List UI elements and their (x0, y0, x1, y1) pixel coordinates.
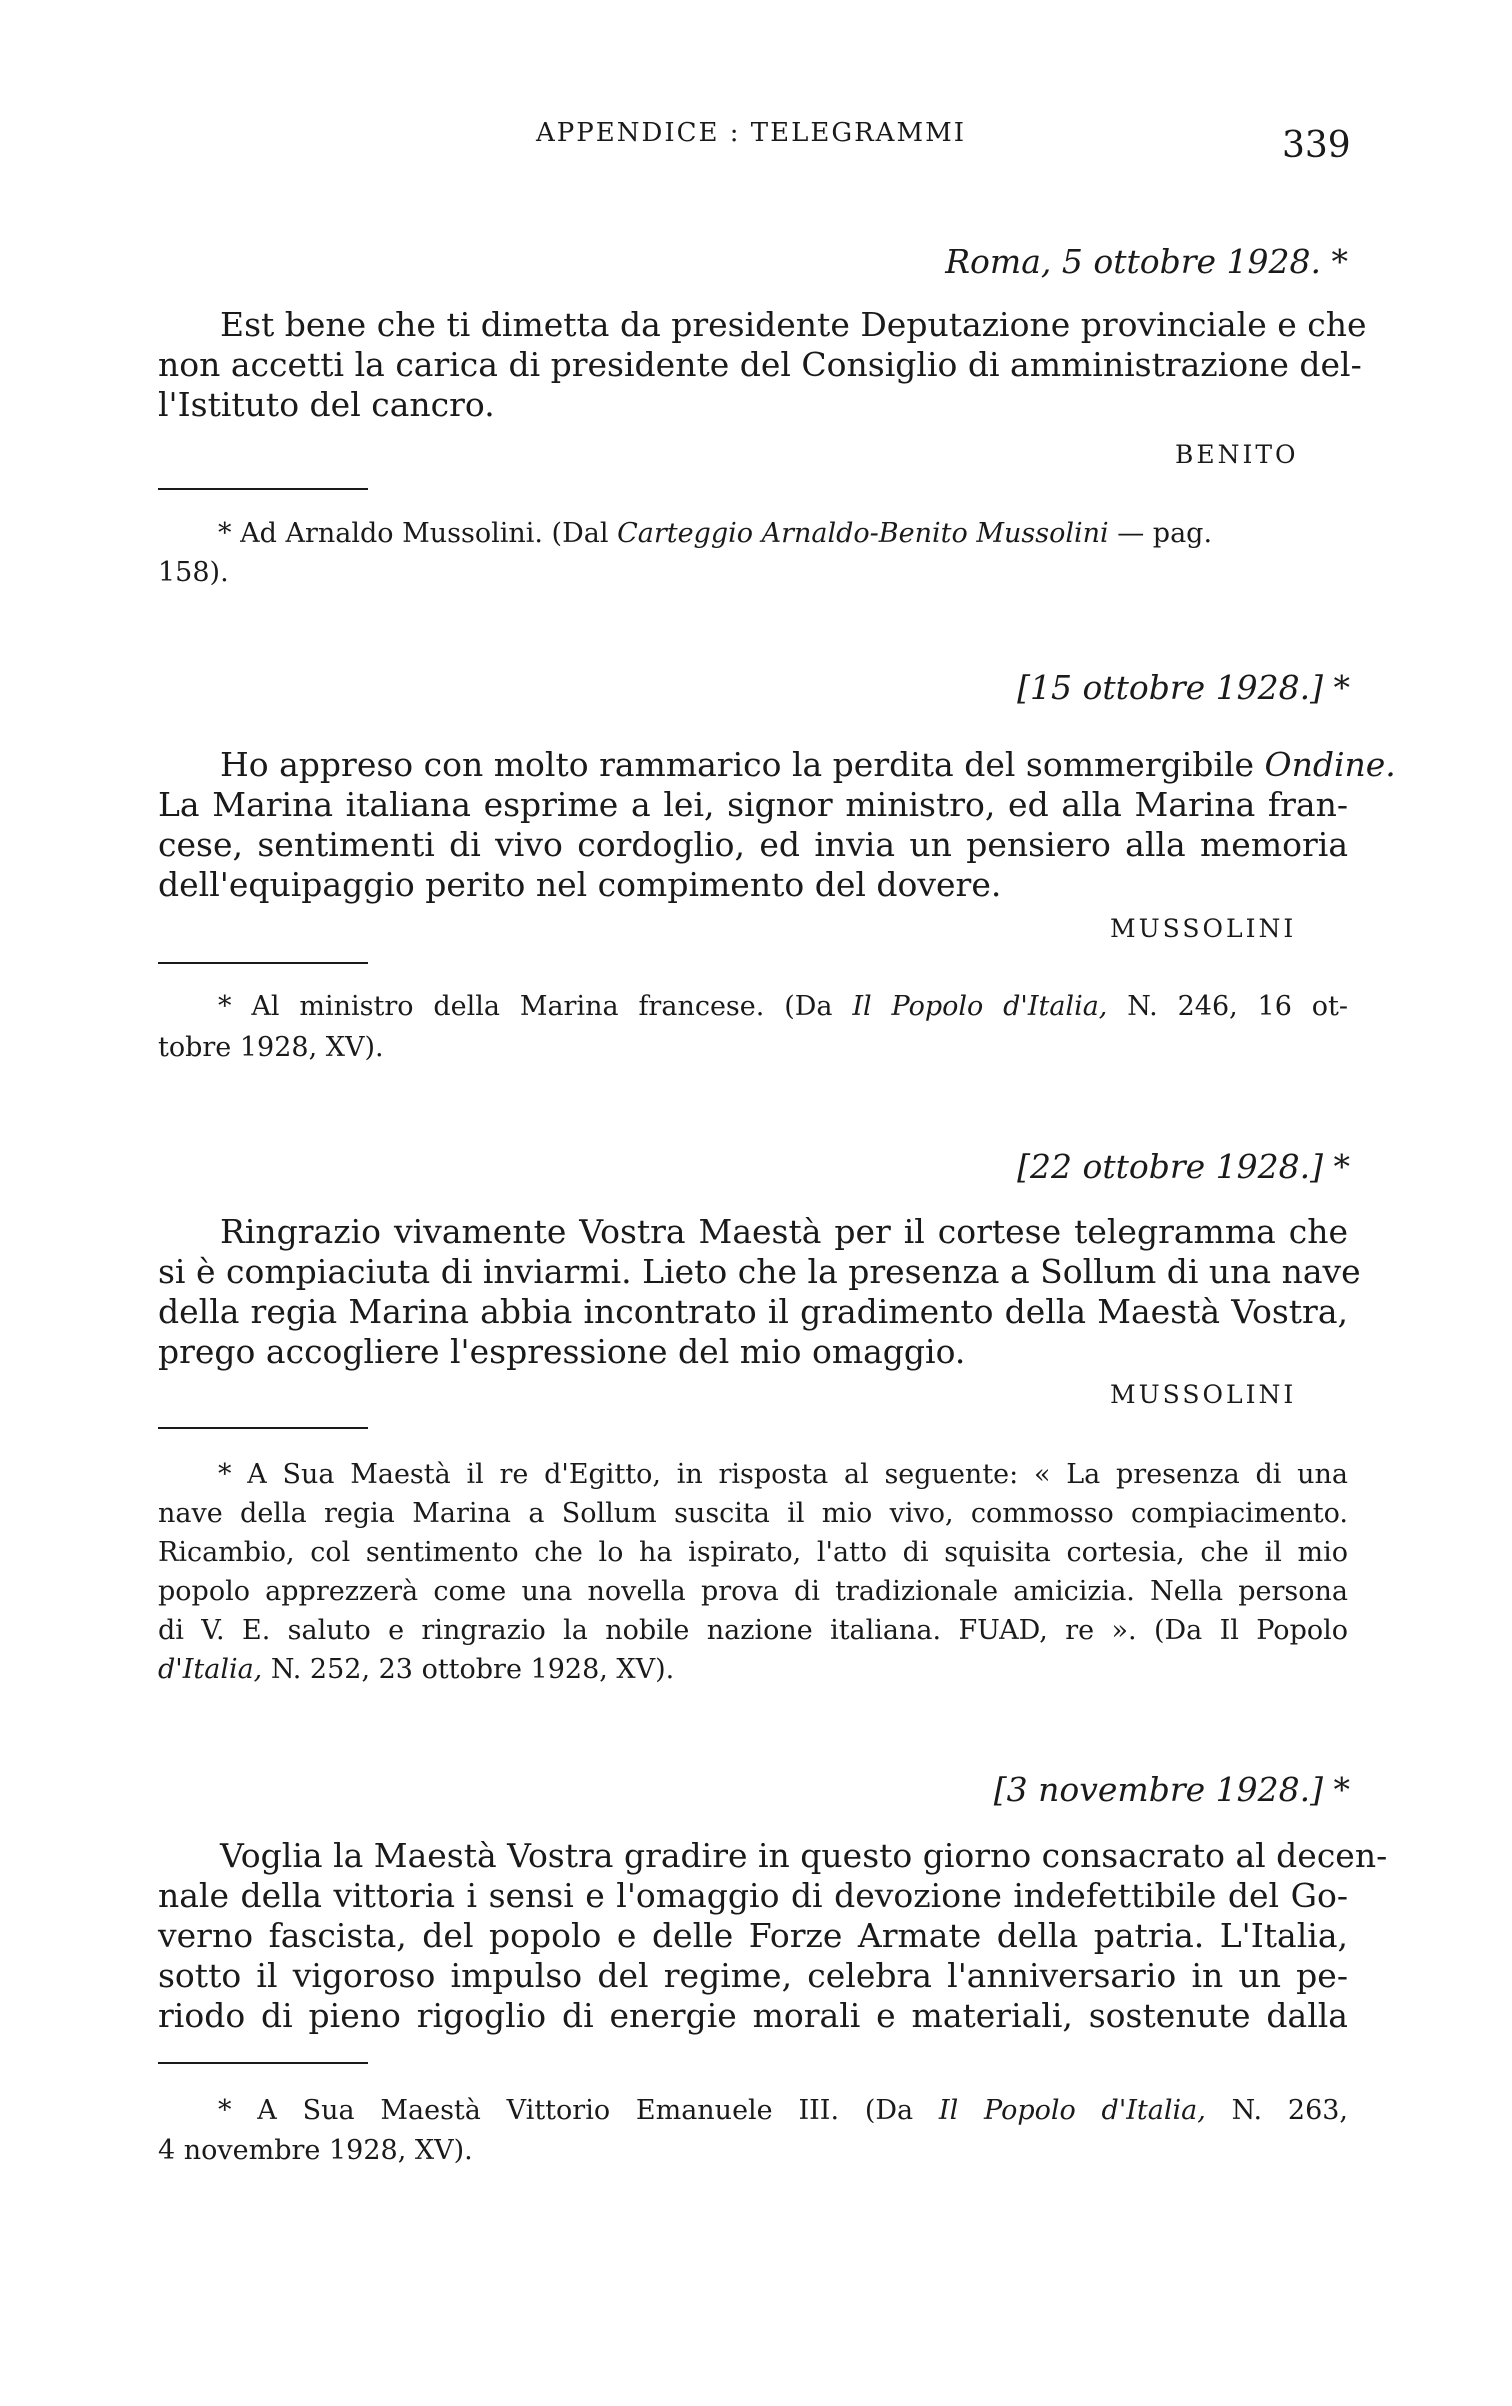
footnote-line: Ricambio, col sentimento che lo ha ispirato, l'atto di squisita cortesia, che il mio (158, 1537, 1348, 1568)
ship-name: Ondine. (1264, 745, 1396, 784)
text-line: sotto il vigoroso impulso del regime, celebra l'anniversario in un pe- (158, 1956, 1348, 1995)
footnote-title: d'Italia, (158, 1654, 263, 1685)
running-header: APPENDICE : TELEGRAMMI (536, 118, 966, 148)
telegram-date (700, 1147, 1350, 1187)
date-text: [15 ottobre 1928.] (1017, 668, 1323, 707)
footnote (218, 517, 1348, 551)
footnote (218, 2094, 1348, 2128)
telegram-date (700, 668, 1350, 708)
footnote-line: 4 novembre 1928, XV). (158, 2135, 473, 2166)
telegram-date (700, 242, 1348, 282)
telegram-date (700, 1770, 1350, 1810)
text-line: non accetti la carica di presidente del Consiglio di amministrazione del- (158, 345, 1362, 384)
footnote-text: — pag. (1108, 518, 1213, 549)
signature: MUSSOLINI (1110, 914, 1297, 943)
date-text: Roma, 5 ottobre 1928. (945, 242, 1321, 281)
text-line: nale della vittoria i sensi e l'omaggio di devozione indefettibile del Go- (158, 1876, 1348, 1915)
footnote-title: Carteggio Arnaldo-Benito Mussolini (617, 518, 1109, 549)
text-line: dell'equipaggio perito nel compimento del dovere. (158, 865, 1002, 904)
footnote-marker: * (1331, 242, 1348, 281)
footnote-line: tobre 1928, XV). (158, 1032, 384, 1063)
footnote-marker: * (1333, 1770, 1350, 1809)
text-line: Voglia la Maestà Vostra gradire in questo giorno consacrato al decen- (220, 1836, 1388, 1875)
footnote-marker: * (1333, 668, 1350, 707)
text-line: l'Istituto del cancro. (158, 385, 495, 424)
footnote-line: * A Sua Maestà il re d'Egitto, in risposta al seguente: « La presenza di una (218, 1459, 1348, 1490)
text-line: prego accogliere l'espressione del mio omaggio. (158, 1332, 966, 1371)
footnote-text: N. 246, 16 ot- (1107, 991, 1348, 1022)
telegram-text (220, 745, 1396, 785)
footnote-line: popolo apprezzerà come una novella prova di tradizionale amicizia. Nella persona (158, 1576, 1348, 1607)
footnote-text: N. 252, 23 ottobre 1928, XV). (262, 1654, 675, 1685)
text-line: riodo di pieno rigoglio di energie morali e materiali, sostenute dalla (158, 1996, 1348, 2035)
footnote-rule (158, 2062, 368, 2064)
footnote-marker: * (1333, 1147, 1350, 1186)
date-text: [22 ottobre 1928.] (1017, 1147, 1323, 1186)
text-line: verno fascista, del popolo e delle Forze Armate della patria. L'Italia, (158, 1916, 1348, 1955)
text-line: La Marina italiana esprime a lei, signor ministro, ed alla Marina fran- (158, 785, 1348, 824)
footnote-line: nave della regia Marina a Sollum suscita il mio vivo, commosso compiacimento. (158, 1498, 1348, 1529)
footnote-text: * A Sua Maestà Vittorio Emanuele III. (Da (218, 2095, 939, 2126)
text-line: Ho appreso con molto rammarico la perdita del sommergibile (220, 745, 1265, 784)
text-line: cese, sentimenti di vivo cordoglio, ed invia un pensiero alla memoria (158, 825, 1348, 864)
footnote-text: N. 263, (1205, 2095, 1349, 2126)
signature: BENITO (1175, 440, 1299, 469)
signature: MUSSOLINI (1110, 1380, 1297, 1409)
page-number: 339 (1282, 125, 1351, 166)
footnote-text: * Al ministro della Marina francese. (Da (218, 991, 853, 1022)
footnote-rule (158, 1427, 368, 1429)
footnote-line: 158). (158, 557, 229, 588)
footnote-title: Il Popolo d'Italia, (852, 991, 1108, 1022)
footnote-rule (158, 488, 368, 490)
footnote-text: * Ad Arnaldo Mussolini. (Dal (218, 518, 618, 549)
text-line: Est bene che ti dimetta da presidente Deputazione provinciale e che (220, 305, 1367, 344)
date-text: [3 novembre 1928.] (993, 1770, 1323, 1809)
footnote-rule (158, 962, 368, 964)
footnote-line: di V. E. saluto e ringrazio la nobile nazione italiana. FUAD, re ». (Da Il Popolo (158, 1615, 1348, 1646)
text-line: si è compiaciuta di inviarmi. Lieto che la presenza a Sollum di una nave (158, 1252, 1361, 1291)
text-line: della regia Marina abbia incontrato il gradimento della Maestà Vostra, (158, 1292, 1348, 1331)
text-line: Ringrazio vivamente Vostra Maestà per il cortese telegramma che (220, 1212, 1348, 1251)
footnote (218, 990, 1348, 1024)
telegram-text (220, 305, 1367, 345)
footnote-title: Il Popolo d'Italia, (938, 2095, 1206, 2126)
footnote (158, 1653, 674, 1687)
